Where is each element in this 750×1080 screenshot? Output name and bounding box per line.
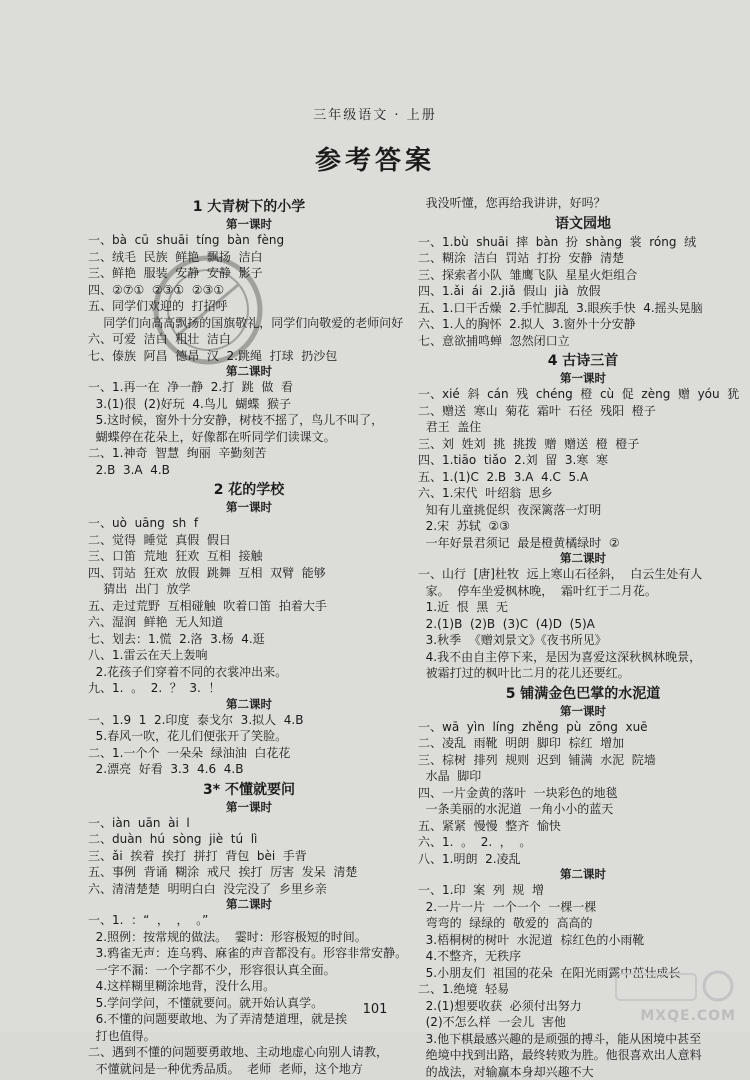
answer-line: 5.学问学问，不懂就要问。就开始认真学。 (88, 995, 410, 1012)
answer-line: 绝境中找到出路，最终转败为胜。他很喜欢出人意料 (418, 1047, 748, 1064)
answer-line: 一、1. ：“ ， ， 。” (88, 912, 410, 929)
answer-line: 3.鸦雀无声：连乌鸦、麻雀的声音都没有。形容非常安静。 (88, 945, 410, 962)
answer-line: (2)不怎么样 一会儿 害他 (418, 1014, 748, 1031)
right-column (418, 195, 748, 1080)
answer-line: 5.春风一吹，花儿们便张开了笑脸。 (88, 728, 410, 745)
answer-line: 5.小朋友们 祖国的花朵 在阳光雨露中茁壮成长 (418, 965, 748, 982)
answer-line: 一、1.印 案 列 规 增 (418, 882, 748, 899)
answer-line: 四、1.ǎi ái 2.jiǎ 假山 jià 放假 (418, 283, 748, 300)
lesson-heading: 2 花的学校 (88, 480, 410, 500)
answer-line: 五、同学们欢迎的 打招呼 (88, 298, 410, 315)
answer-line: 的战法，对输赢本身却兴趣不大 (418, 1064, 748, 1080)
answer-line: 水晶 脚印 (418, 768, 748, 785)
answer-line: 二、糊涂 洁白 罚站 打扮 安静 清楚 (418, 250, 748, 267)
answer-line: 1.近 恨 黑 无 (418, 599, 748, 616)
answer-line: 七、意欲捕鸣蝉 忽然闭口立 (418, 333, 748, 350)
answer-line: 一、bà cū shuāi tíng bàn fèng (88, 232, 410, 249)
answer-line: 2.一片一片 一个一个 一棵一棵 (418, 899, 748, 916)
answer-line: 3.秋季 《赠刘景文》《夜书所见》 (418, 632, 748, 649)
answer-line: 被霜打过的枫叶比二月的花儿还要红。 (418, 665, 748, 682)
period-heading: 第二课时 (88, 697, 410, 712)
answer-line: 一、wā yìn líng zhěng pù zōng xuē (418, 719, 748, 736)
answer-line: 家。 停车坐爱枫林晚， 霜叶红于二月花。 (418, 583, 748, 600)
answer-line: 4.不整齐，无秩序 (418, 948, 748, 965)
answer-line: 六、清清楚楚 明明白白 没完没了 乡里乡亲 (88, 881, 410, 898)
period-heading: 第一课时 (88, 217, 410, 232)
period-heading: 第二课时 (418, 867, 748, 882)
answer-line: 4.这样糊里糊涂地背，没什么用。 (88, 978, 410, 995)
answer-line: 五、走过荒野 互相碰触 吹着口笛 拍着大手 (88, 598, 410, 615)
answer-line: 一年好景君须记 最是橙黄橘绿时 ② (418, 535, 748, 552)
answer-line: 六、1.人的胸怀 2.拟人 3.窗外十分安静 (418, 316, 748, 333)
page-title: 参考答案 (0, 140, 750, 177)
answer-line: 一、iàn uān ài l (88, 815, 410, 832)
answer-line: 一、山行 [唐]杜牧 远上寒山石径斜， 白云生处有人 (418, 566, 748, 583)
period-heading: 第一课时 (418, 371, 748, 386)
answer-line: 2.(1)想要收获 必须付出努力 (418, 998, 748, 1015)
answer-line: 六、1. 。 2. ， 。 (418, 834, 748, 851)
answer-line: 2.漂亮 好看 3.3 4.6 4.B (88, 761, 410, 778)
answer-line: 不懂就问是一种优秀品质。 老师 老师，这个地方 (88, 1061, 410, 1078)
lesson-heading: 3* 不懂就要问 (88, 780, 410, 800)
answer-line: 二、1.绝境 轻易 (418, 981, 748, 998)
period-heading: 第二课时 (88, 897, 410, 912)
answer-line: 一、xié 斜 cán 残 chéng 橙 cù 促 zèng 赠 yóu 犹 (418, 386, 748, 403)
answer-line: 一条美丽的水泥道 一角小小的蓝天 (418, 801, 748, 818)
answer-line: 一、1.9 1 2.印度 泰戈尔 3.拟人 4.B (88, 712, 410, 729)
page-number: 101 (0, 1002, 750, 1017)
answer-line: 五、事例 背诵 糊涂 戒尺 挨打 厉害 发呆 清楚 (88, 864, 410, 881)
answer-line: 6.不懂的问题要敢地、为了弄清楚道理，就是挨 (88, 1011, 410, 1028)
answer-line: 2.B 3.A 4.B (88, 462, 410, 479)
answer-line: 七、傣族 阿昌 德昂 汉 2.跳绳 打球 扔沙包 (88, 348, 410, 365)
answer-line: 六、1.宋代 叶绍翁 思乡 (418, 485, 748, 502)
answer-line: 一、1.bù shuāi 摔 bàn 扮 shàng 裳 róng 绒 (418, 234, 748, 251)
answer-line: 二、绒毛 民族 鲜艳 飘扬 洁白 (88, 249, 410, 266)
answer-line: 四、罚站 狂欢 放假 跳舞 互相 双臂 能够 (88, 565, 410, 582)
answer-line: 五、1.(1)C 2.B 3.A 4.C 5.A (418, 469, 748, 486)
lesson-heading: 语文园地 (418, 214, 748, 234)
answer-line: 二、遇到不懂的问题要勇敢地、主动地虚心向别人请教， (88, 1044, 410, 1061)
answer-line: 2.宋 苏轼 ②③ (418, 518, 748, 535)
left-column (88, 195, 410, 1077)
answer-line: 二、duàn hú sòng jiè tú lì (88, 831, 410, 848)
answer-line: 二、凌乱 雨靴 明朗 脚印 棕红 增加 (418, 735, 748, 752)
answer-line: 知有儿童挑促织 夜深篱落一灯明 (418, 502, 748, 519)
answer-line: 四、②⑦① ②③① ②③① (88, 282, 410, 299)
answer-line: 弯弯的 绿绿的 敬爱的 高高的 (418, 915, 748, 932)
answer-line: 3.(1)很 (2)好玩 4.鸟儿 蝴蝶 猴子 (88, 396, 410, 413)
answer-line: 二、1.一个个 一朵朵 绿油油 白花花 (88, 745, 410, 762)
answer-line: 三、鲜艳 服装 安静 安静 影子 (88, 265, 410, 282)
answer-line: 二、1.神奇 智慧 绚丽 辛勤刻苦 (88, 445, 410, 462)
answer-line: 打也值得。 (88, 1028, 410, 1045)
answer-line: 猜出 出门 放学 (88, 581, 410, 598)
answer-line: 三、ǎi 挨着 挨打 拼打 背包 bèi 手背 (88, 848, 410, 865)
subject-header: 三年级语文 · 上册 (0, 104, 750, 123)
answer-line: 君王 盖住 (418, 419, 748, 436)
lesson-heading: 4 古诗三首 (418, 351, 748, 371)
answer-line: 3.他下棋最感兴趣的是顽强的搏斗，能从困境中甚至 (418, 1031, 748, 1048)
answer-line: 二、赠送 寒山 菊花 霜叶 石径 残阳 橙子 (418, 403, 748, 420)
answer-line: 3.梧桐树的树叶 水泥道 棕红色的小雨靴 (418, 932, 748, 949)
answer-line: 九、1. 。 2. ？ 3. ！ (88, 680, 410, 697)
answer-line: 四、1.tiāo tiǎo 2.刘 留 3.寒 寒 (418, 452, 748, 469)
answer-line: 八、1.明朗 2.凌乱 (418, 851, 748, 868)
answer-line: 一字不漏：一个字都不少，形容很认真全面。 (88, 962, 410, 979)
answer-line: 五、1.口干舌燥 2.手忙脚乱 3.眼疾手快 4.摇头晃脑 (418, 300, 748, 317)
answer-line: 4.我不由自主停下来，是因为喜爱这深秋枫林晚景， (418, 649, 748, 666)
answer-line: 八、1.雷云在天上轰响 (88, 647, 410, 664)
answer-line: 三、口笛 荒地 狂欢 互相 接触 (88, 548, 410, 565)
answer-line: 5.这时候，窗外十分安静，树枝不摇了，鸟儿不叫了， (88, 412, 410, 429)
answer-line: 六、可爱 洁白 粗壮 洁白 (88, 331, 410, 348)
answer-line: 同学们向高高飘扬的国旗敬礼，同学们向敬爱的老师问好 (88, 315, 410, 332)
answer-line: 2.照例：按常规的做法。 霎时：形容极短的时间。 (88, 929, 410, 946)
period-heading: 第一课时 (88, 800, 410, 815)
answer-line: 2.花孩子们穿着不同的衣裳冲出来。 (88, 664, 410, 681)
answer-line: 一、1.再一在 净一静 2.打 跳 做 看 (88, 379, 410, 396)
answer-line: 七、划去：1.慌 2.洛 3.杨 4.逛 (88, 631, 410, 648)
answer-line: 三、刘 姓刘 挑 挑拨 赠 赠送 橙 橙子 (418, 436, 748, 453)
period-heading: 第二课时 (88, 364, 410, 379)
period-heading: 第一课时 (418, 704, 748, 719)
lesson-heading: 1 大青树下的小学 (88, 197, 410, 217)
watermark-text: MXQE.COM (640, 1008, 736, 1024)
period-heading: 第二课时 (418, 551, 748, 566)
answer-line: 六、湿润 鲜艳 无人知道 (88, 614, 410, 631)
period-heading: 第一课时 (88, 500, 410, 515)
answer-line: 三、棕树 排列 规则 迟到 铺满 水泥 院墙 (418, 752, 748, 769)
lesson-heading: 5 铺满金色巴掌的水泥道 (418, 684, 748, 704)
answer-line: 三、探索者小队 雏鹰飞队 星星火炬组合 (418, 267, 748, 284)
answer-line: 2.(1)B (2)B (3)C (4)D (5)A (418, 616, 748, 633)
answer-line: 一、uò uāng sh f (88, 515, 410, 532)
answer-line: 我没听懂，您再给我讲讲，好吗？ (418, 195, 748, 212)
answer-line: 二、觉得 睡觉 真假 假日 (88, 532, 410, 549)
answer-line: 五、紧紧 慢慢 整齐 愉快 (418, 818, 748, 835)
answer-line: 蝴蝶停在花朵上，好像都在听同学们读课文。 (88, 429, 410, 446)
answer-line: 四、一片金黄的落叶 一块彩色的地毯 (418, 785, 748, 802)
